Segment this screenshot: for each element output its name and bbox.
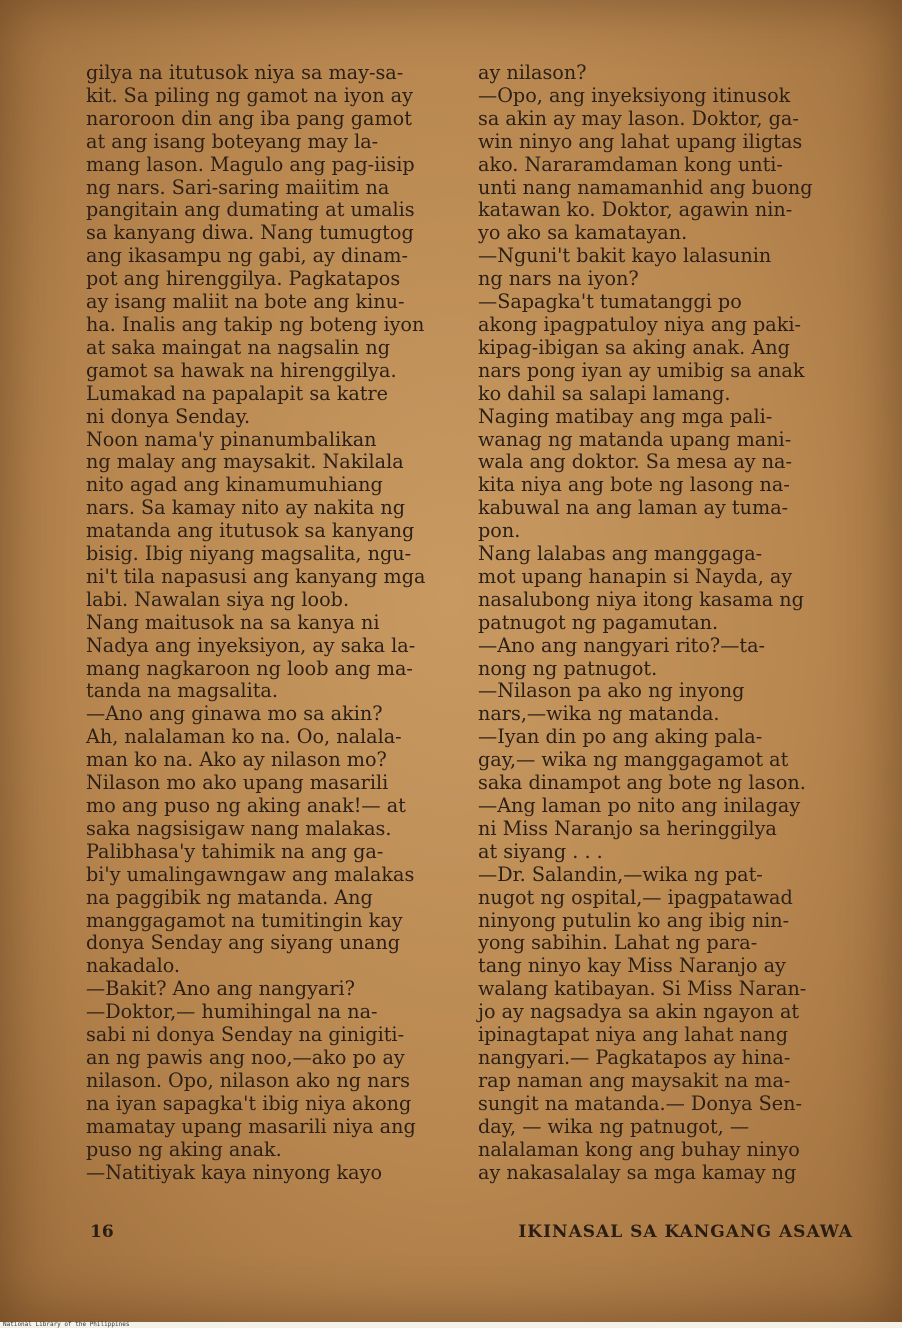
page-number: 16	[90, 1222, 114, 1242]
paragraph: Nang maitusok na sa kanya ni Nadya ang inyeksiyon, ay saka la- mang nagkaroon ng loob ang ma- tanda na magsalita.	[86, 610, 416, 703]
paragraph: Palibhasa'y tahimik na ang ga- bi'y umalingawngaw ang malakas na paggibik ng matanda. Ang manggagamot na tumitingin kay donya Senday ang siyang unang nakadalo.	[86, 839, 415, 978]
paragraph: —Ano ang nangyari rito?—ta- nong ng patnugot.	[478, 633, 766, 680]
left-text-column	[86, 62, 458, 1184]
paragraph: —Nilason pa ako ng inyong nars,—wika ng matanda.	[478, 679, 745, 726]
running-title: IKINASAL SA KANGANG ASAWA	[518, 1222, 853, 1242]
paragraph: ay nilason?	[478, 61, 587, 84]
library-credit: National Library of the Philippines	[3, 1321, 130, 1328]
right-text-column	[478, 62, 854, 1184]
paragraph: —Natitiyak kaya ninyong kayo	[86, 1160, 383, 1184]
credit-strip	[0, 1322, 902, 1328]
paragraph: —Dr. Salandin,—wika ng pat- nugot ng ospital,— ipagpatawad ninyong putulin ko ang ibig nin- yong sabihin. Lahat ng para- tang ninyo kay Miss Naranjo ay walang katibayan. Si Miss Naran- jo ay nagsadya sa akin ngayon at ipinagtapat niya ang lahat nang nangyari.— Pagkatapos ay hina- rap naman ang maysakit na ma- sungit na matanda.— Donya Sen- day, — wika ng patnugot, — nalalaman kong ang buhay ninyo ay nakasalalay sa mga kamay ng	[478, 862, 807, 1184]
paragraph: —Nguni't bakit kayo lalasunin ng nars na iyon?	[478, 244, 772, 291]
paragraph: gilya na itutusok niya sa may-sa- kit. Sa piling ng gamot na iyon ay naroroon din ang iba pang gamot at ang isang boteyang may la- mang lason. Magulo ang pag-iisip ng nars. Sari-saring maiitim na pangitain ang dumating at umalis sa kanyang diwa. Nang tumugtog ang ikasampu ng gabi, ay dinam- pot ang hirenggilya. Pagkatapos ay isang maliit na bote ang kinu- ha. Inalis ang takip ng boteng iyon at saka maingat na nagsalin ng gamot sa hawak na hirenggilya.	[86, 61, 425, 382]
paragraph: —Ano ang ginawa mo sa akin? Ah, nalalaman ko na. Oo, nalala- man ko na. Ako ay nilason mo? Nilason mo ako upang masarili mo ang puso ng aking anak!— at saka nagsisigaw nang malakas.	[86, 702, 406, 840]
paragraph: —Doktor,— humihingal na na- sabi ni donya Senday na ginigiti- an ng pawis ang noo,—ako po ay nilason. Opo, nilason ako ng nars na iyan sapagka't ibig niya akong mamatay upang masarili niya ang puso ng aking anak.	[86, 1000, 416, 1161]
paragraph: —Sapagka't tumatanggi po akong ipagpatuloy niya ang paki- kipag-ibigan sa aking anak. Ang nars pong iyan ay umibig sa anak ko dahil sa salapi lamang.	[478, 290, 805, 405]
paragraph: Noon nama'y pinanumbalikan ng malay ang maysakit. Nakilala nito agad ang kinamumuhiang nars. Sa kamay nito ay nakita ng matanda ang itutusok sa kanyang bisig. Ibig niyang magsalita, ngu- ni't tila napasusi ang kanyang mga labi. Nawalan siya ng loob.	[86, 427, 426, 611]
paragraph: —Opo, ang inyeksiyong itinusok sa akin ay may lason. Doktor, ga- win ninyo ang lahat upang iligtas ako. Nararamdaman kong unti- unti nang namamanhid ang buong katawan ko. Doktor, agawin nin- yo ako sa kamatayan.	[478, 83, 813, 245]
paragraph: Lumakad na papalapit sa katre ni donya Senday.	[86, 381, 389, 428]
paragraph: Naging matibay ang mga pali- wanag ng matanda upang mani- wala ang doktor. Sa mesa ay na- kita niya ang bote ng lasong na- kabuwal na ang laman ay tuma- pon.	[478, 404, 792, 543]
paragraph: —Iyan din po ang aking pala- gay,— wika ng manggagamot at saka dinampot ang bote ng lason. —Ang laman po nito ang inilagay ni Miss Naranjo sa heringgilya at siyang . . .	[478, 725, 806, 863]
paragraph: —Bakit? Ano ang nangyari?	[86, 977, 355, 1001]
paragraph: Nang lalabas ang manggaga- mot upang hanapin si Nayda, ay nasalubong niya itong kasama ng patnugot ng pagamutan.	[478, 542, 804, 634]
